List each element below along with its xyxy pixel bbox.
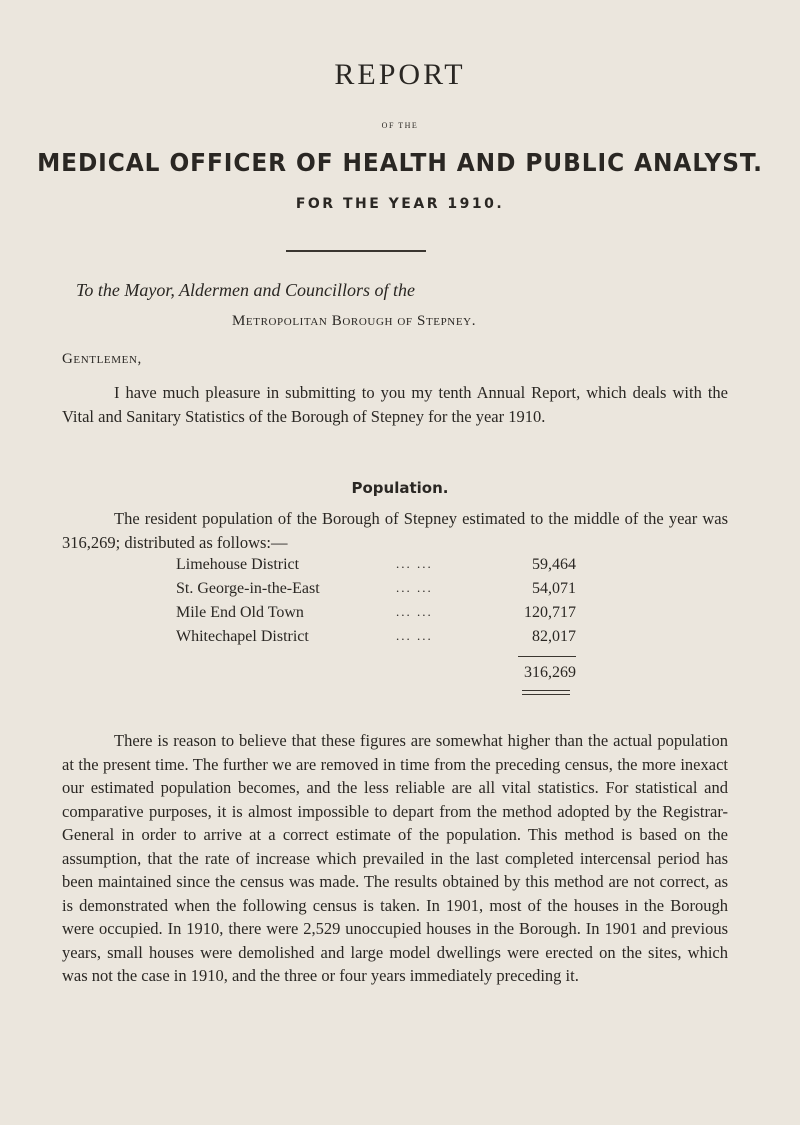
district-population: 82,017	[532, 628, 576, 645]
population-total: 316,269	[524, 664, 576, 681]
leader-dots: ... ...	[396, 628, 433, 643]
district-population-table	[176, 556, 576, 652]
title-divider	[286, 250, 426, 252]
population-discussion-paragraph: There is reason to believe that these figures are somewhat higher than the actual population at the present time. The further we are removed in time from the preceding census, the more inexact our estimated population becomes, and the less reliable are all vital statistics. For statistical and comparative purposes, it is almost impossible to depart from the method adopted by the Registrar-General in order to arrive at a correct estimate of the population. This method is based on the assumption, that the rate of increase which prevailed in the last completed intercensal period has been maintained since the census was made. The results obtained by this method are not correct, as is demonstrated when the following census is taken. In 1901, most of the houses in the Borough were occupied. In 1910, there were 2,529 unoccupied houses in the Borough. In 1901 and previous years, small houses were demolished and large model dwellings were erected on the sites, which was not the case in 1910, and the three or four years immediately preceding it.	[62, 731, 728, 985]
leader-dots: ... ...	[396, 604, 433, 619]
year-subtitle: FOR THE YEAR 1910.	[295, 196, 505, 212]
population-intro-paragraph: The resident population of the Borough of Stepney estimated to the middle of the year was 316,269; distributed as follows:—	[62, 509, 728, 552]
table-row	[176, 580, 576, 604]
table-row	[176, 628, 576, 652]
report-title: REPORT	[334, 58, 466, 91]
table-row	[176, 604, 576, 628]
address-line: To the Mayor, Aldermen and Councillors of the	[76, 280, 415, 300]
leader-dots: ... ...	[396, 556, 433, 571]
sum-rule	[518, 656, 576, 657]
greeting: Gentlemen,	[62, 351, 142, 367]
district-population: 54,071	[532, 580, 576, 597]
leader-dots: ... ...	[396, 580, 433, 595]
main-title: MEDICAL OFFICER OF HEALTH AND PUBLIC ANALYST.	[37, 148, 763, 177]
table-row	[176, 556, 576, 580]
district-name: St. George-in-the-East	[176, 580, 320, 597]
borough-name: Metropolitan Borough of Stepney.	[232, 313, 477, 329]
district-name: Limehouse District	[176, 556, 300, 573]
district-population: 120,717	[524, 604, 576, 621]
total-double-rule	[522, 690, 570, 695]
district-population: 59,464	[532, 556, 576, 573]
intro-paragraph: I have much pleasure in submitting to you my tenth Annual Report, which deals with the Vital and Sanitary Statistics of the Borough of Stepney for the year 1910.	[62, 383, 728, 426]
district-name: Whitechapel District	[176, 628, 309, 645]
section-heading-population: Population.	[351, 479, 449, 497]
district-name: Mile End Old Town	[176, 604, 304, 621]
of-the-label: OF THE	[381, 121, 419, 130]
